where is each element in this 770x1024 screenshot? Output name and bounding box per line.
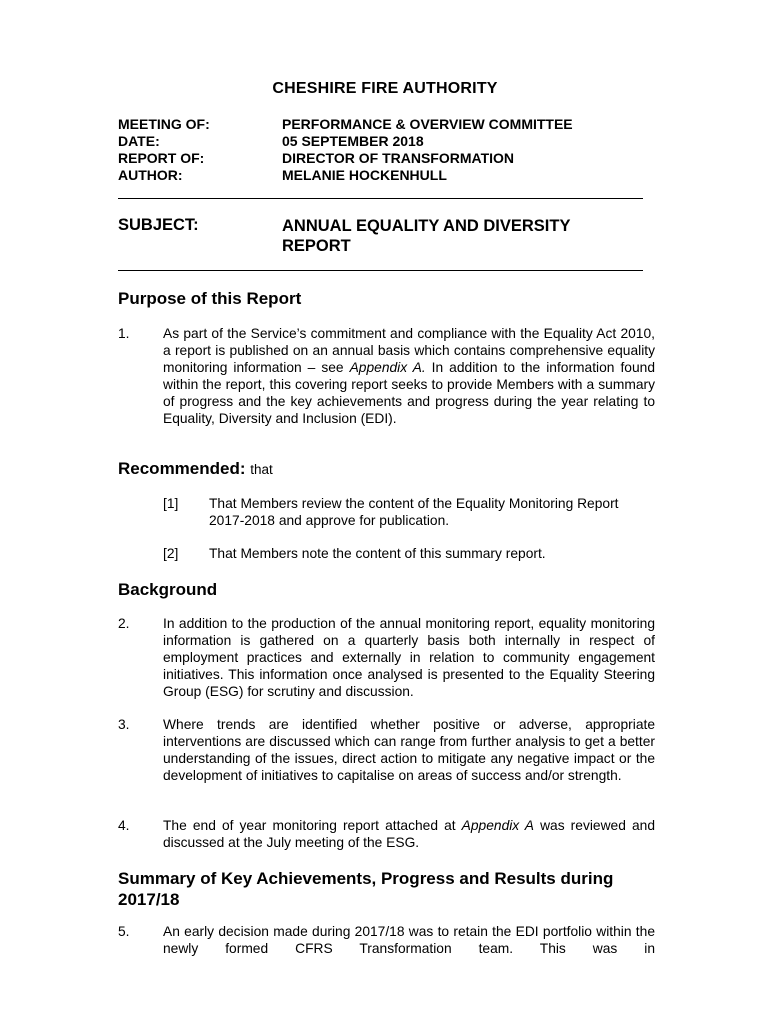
paragraph-text: In addition to the production of the annual monitoring report, equality monitoring information is gathered on a quarterly basis both internally in respect of employment practices and externally in relation to community engagement initiatives. This information once analysed is presented to the Equality Steering Group (ESG) for scrutiny and discussion.	[163, 616, 655, 699]
meta-value: DIRECTOR OF TRANSFORMATION	[282, 150, 515, 166]
document-title: CHESHIRE FIRE AUTHORITY	[272, 80, 498, 97]
paragraph-2	[118, 616, 655, 701]
meta-row-date	[118, 133, 573, 150]
meta-label: DATE:	[118, 133, 160, 149]
section-heading-purpose: Purpose of this Report	[118, 289, 302, 308]
text-run: In addition to the information found within the report, this covering report seeks to provide Members with a summary of progress and the key achievements and progress during the year relating to Equality, Diversity and Inclusion (EDI).	[163, 359, 655, 426]
meta-label: AUTHOR:	[118, 167, 183, 183]
paragraph-text	[163, 818, 655, 852]
recommendation-item	[163, 546, 655, 563]
meta-label: MEETING OF:	[118, 116, 210, 132]
recommended-label: Recommended:	[118, 459, 246, 478]
meta-row-author	[118, 167, 573, 184]
paragraph-text: An early decision made during 2017/18 was to retain the EDI portfolio within the newly formed CFRS Transformation team. This was in	[163, 924, 655, 956]
recommendation-text: That Members note the content of this summary report.	[209, 546, 546, 561]
text-run: was reviewed and discussed at the July meeting of the ESG.	[163, 818, 655, 850]
divider-rule	[118, 198, 643, 199]
section-heading-summary: Summary of Key Achievements, Progress and Results during 2017/18	[118, 869, 614, 909]
paragraph-number: 5.	[118, 924, 130, 939]
recommendation-item	[163, 496, 655, 530]
meta-label: REPORT OF:	[118, 150, 205, 166]
paragraph-3	[118, 717, 655, 785]
subject-value: ANNUAL EQUALITY AND DIVERSITY REPORT	[282, 217, 571, 255]
paragraph-4	[118, 818, 655, 852]
subject-label: SUBJECT:	[118, 216, 199, 234]
divider-rule	[118, 270, 643, 271]
meta-value: 05 SEPTEMBER 2018	[282, 133, 424, 149]
recommendation-text: That Members review the content of the Equality Monitoring Report 2017-2018 and approve for publication.	[209, 496, 619, 528]
paragraph-number: 1.	[118, 326, 130, 341]
meta-value: MELANIE HOCKENHULL	[282, 167, 447, 183]
meta-row-report-of	[118, 150, 573, 167]
paragraph-5	[118, 924, 655, 958]
paragraph-text	[163, 326, 655, 427]
paragraph-number: 3.	[118, 717, 130, 732]
paragraph-number: 2.	[118, 616, 130, 631]
appendix-reference: Appendix A	[461, 818, 534, 833]
subject-block	[118, 216, 622, 256]
paragraph-number: 4.	[118, 818, 130, 833]
recommendation-number: [2]	[163, 546, 179, 561]
text-run: The end of year monitoring report attached at	[163, 818, 462, 833]
meta-value: PERFORMANCE & OVERVIEW COMMITTEE	[282, 116, 573, 132]
recommendation-number: [1]	[163, 496, 179, 511]
recommended-suffix: that	[250, 462, 273, 477]
meeting-details	[118, 116, 573, 184]
section-heading-background: Background	[118, 580, 218, 599]
paragraph-text: Where trends are identified whether positive or adverse, appropriate interventions are discussed which can range from further analysis to get a better understanding of the issues, direct action to mitigate any negative impact or the development of initiatives to capitalise on areas of success and/or strength.	[163, 717, 655, 783]
section-heading-recommended	[118, 459, 273, 479]
paragraph-1	[118, 326, 655, 427]
text-run: As part of the Service’s commitment and compliance with the Equality Act 2010, a report is published on an annual basis which contains comprehensive equality monitoring information – see	[163, 326, 655, 375]
appendix-reference: Appendix A.	[349, 359, 426, 375]
meta-row-meeting	[118, 116, 573, 133]
